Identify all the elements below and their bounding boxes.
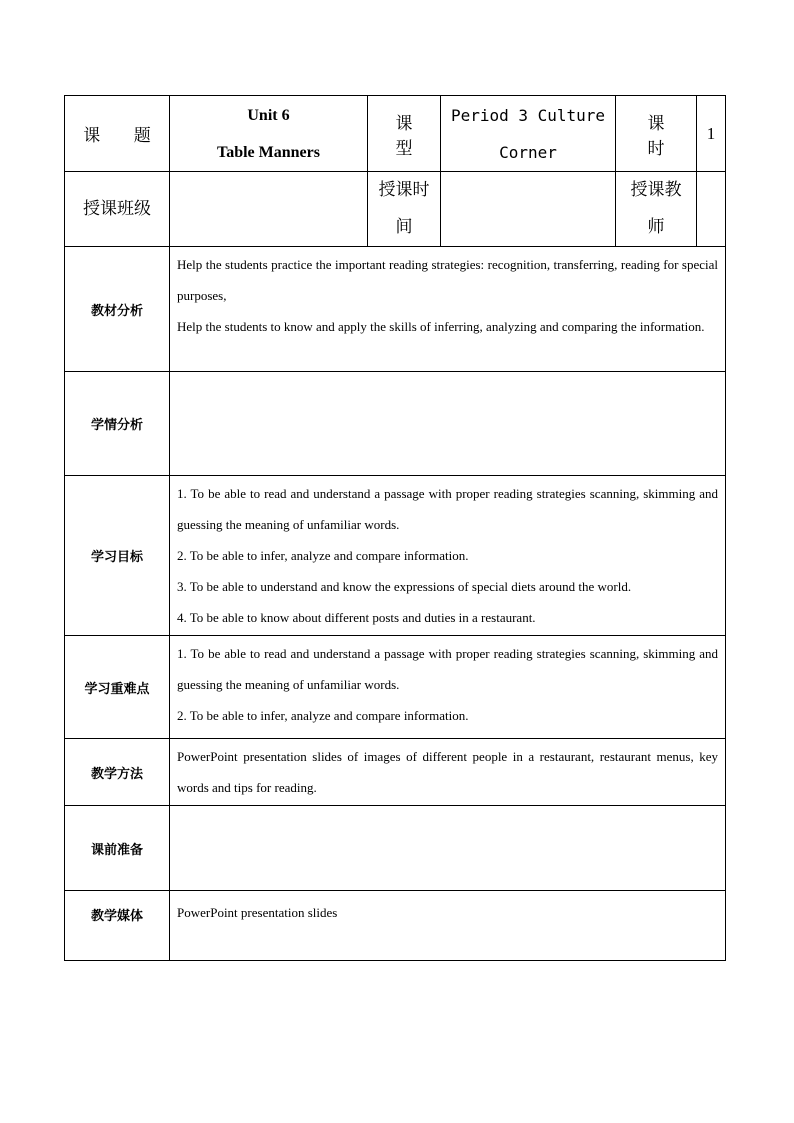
- key-points-row: [65, 636, 726, 739]
- material-line-2: Help the students to know and apply the skills of inferring, analyzing and comparing the information.: [177, 319, 705, 334]
- material-content: [170, 247, 726, 372]
- media-content: [170, 891, 726, 961]
- preparation-row: [65, 806, 726, 891]
- objective-item: 3. To be able to understand and know the expressions of special diets around the world.: [177, 579, 632, 594]
- objectives-label: 学习目标: [65, 476, 170, 636]
- methods-content: [170, 739, 726, 806]
- type-label: 课 型: [368, 96, 441, 172]
- time-label: [368, 172, 441, 247]
- objective-item: 1. To be able to read and understand a passage with proper reading strategies scanning, skimming and guessing the meaning of unfamiliar words.: [177, 486, 718, 532]
- methods-label: 教学方法: [65, 739, 170, 806]
- class-label: 授课班级: [65, 172, 170, 247]
- time-label-line2: 间: [395, 217, 413, 237]
- class-value: [170, 172, 368, 247]
- material-row: [65, 247, 726, 372]
- lesson-plan-table: [64, 95, 726, 961]
- students-content: [170, 372, 726, 476]
- lesson-type-line1: Period 3 Culture: [450, 105, 606, 125]
- objective-item: 4. To be able to know about different posts and duties in a restaurant.: [177, 610, 536, 625]
- objectives-row: [65, 476, 726, 636]
- teacher-label: [616, 172, 697, 247]
- key-point-item: 1. To be able to read and understand a passage with proper reading strategies scanning, skimming and guessing the meaning of unfamiliar words.: [177, 646, 718, 692]
- teacher-label-line1: 授课教: [630, 180, 682, 200]
- class-info-row: [65, 172, 726, 247]
- media-line: PowerPoint presentation slides: [177, 905, 338, 920]
- key-points-content: [170, 636, 726, 739]
- preparation-label: 课前准备: [65, 806, 170, 891]
- preparation-content: [170, 806, 726, 891]
- unit-title-line1: Unit 6: [247, 106, 290, 124]
- material-label: 教材分析: [65, 247, 170, 372]
- lesson-type: [441, 96, 616, 172]
- lesson-type-line2: Corner: [499, 142, 557, 162]
- topic-label: 课 题: [65, 96, 170, 172]
- objective-item: 2. To be able to infer, analyze and compare information.: [177, 548, 469, 563]
- unit-title-line2: Table Manners: [217, 143, 320, 161]
- students-label: 学情分析: [65, 372, 170, 476]
- time-value: [441, 172, 616, 247]
- objectives-content: [170, 476, 726, 636]
- material-line-1: Help the students practice the important reading strategies: recognition, transferring, reading for special purposes,: [177, 257, 718, 303]
- hours-value: 1: [697, 96, 726, 172]
- header-row: [65, 96, 726, 172]
- media-row: [65, 891, 726, 961]
- teacher-value: [697, 172, 726, 247]
- media-label: 教学媒体: [65, 891, 170, 961]
- key-point-item: 2. To be able to infer, analyze and compare information.: [177, 708, 469, 723]
- teacher-label-line2: 师: [647, 217, 665, 237]
- unit-title: [170, 96, 368, 172]
- time-label-line1: 授课时: [378, 180, 430, 200]
- methods-line: PowerPoint presentation slides of images of different people in a restaurant, restaurant menus, key words and tips for reading.: [177, 749, 718, 795]
- students-row: [65, 372, 726, 476]
- methods-row: [65, 739, 726, 806]
- hours-label: 课 时: [616, 96, 697, 172]
- key-points-label: 学习重难点: [65, 636, 170, 739]
